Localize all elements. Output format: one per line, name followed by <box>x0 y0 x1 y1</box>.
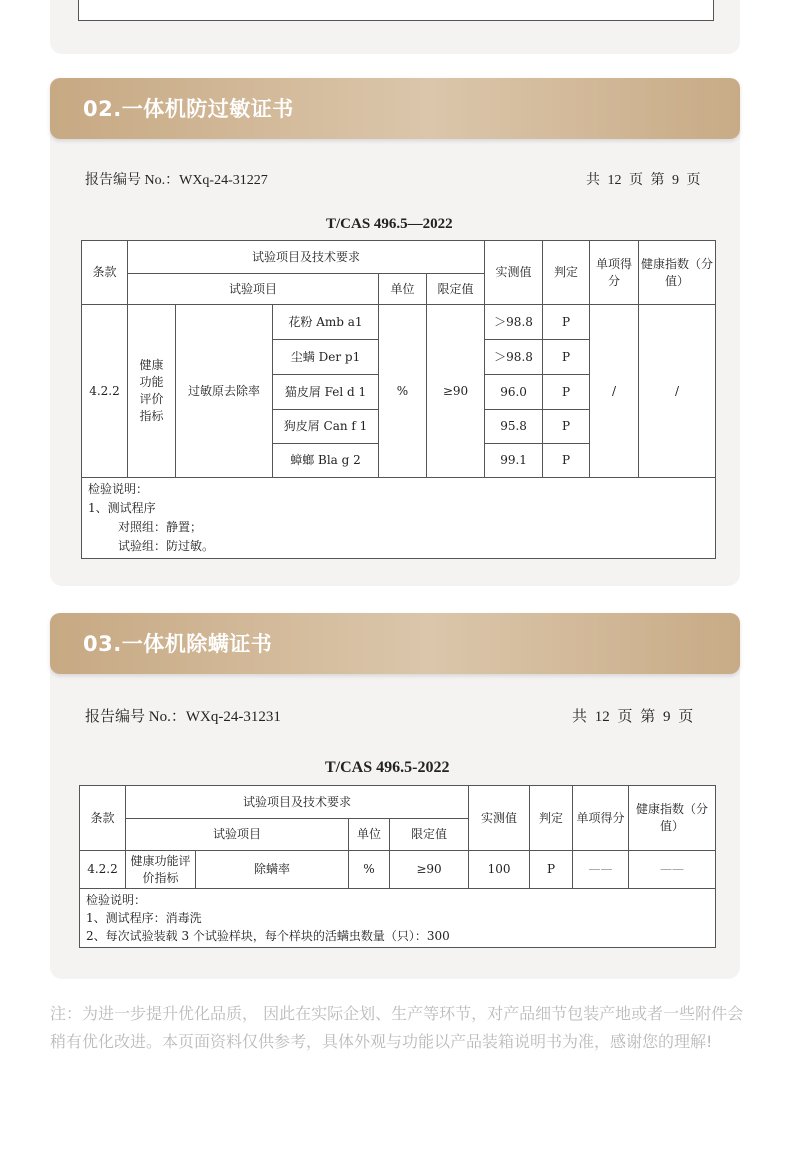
judge-cell: P <box>543 340 590 375</box>
header-measured: 实测值 <box>469 786 530 851</box>
header-items-requirements: 试验项目及技术要求 <box>128 241 485 274</box>
unit-cell: % <box>349 851 390 889</box>
footer-disclaimer: 注：为进一步提升优化品质， 因此在实际企划、生产等环节，对产品细节包装产地或者一些附件会稍有优化改进。本页面资料仅供参考，具体外观与功能以产品装箱说明书为准，感谢您的理解! <box>50 1004 744 1051</box>
notes-line: 1、测试程序 <box>88 501 156 515</box>
health-index-cell: / <box>639 305 716 478</box>
allergen-cell: 猫皮屑 Fel d 1 <box>273 375 379 410</box>
allergen-cell: 尘螨 Der p1 <box>273 340 379 375</box>
category-cell: 健康功能评价指标 <box>126 851 196 889</box>
judge-cell: P <box>543 444 590 478</box>
notes-line: 对照组：静置； <box>118 520 203 534</box>
header-item: 试验项目 <box>126 819 349 851</box>
limit-cell: ≥90 <box>427 305 485 478</box>
section2-banner <box>50 78 740 139</box>
header-single-score: 单项得分 <box>573 786 629 851</box>
judge-cell: P <box>543 375 590 410</box>
unit-cell: % <box>379 305 427 478</box>
header-clause: 条款 <box>82 241 128 305</box>
header-health-index: 健康指数（分值） <box>639 241 716 305</box>
health-index-cell: —— <box>629 851 716 889</box>
section3-cert-table <box>79 785 716 948</box>
previous-table-edge <box>78 0 714 21</box>
header-clause: 条款 <box>80 786 126 851</box>
notes-line: 2、每次试验装载 3 个试验样块，每个样块的活螨虫数量（只）：300 <box>86 929 450 943</box>
header-limit: 限定值 <box>427 274 485 305</box>
item-cell: 除螨率 <box>196 851 349 889</box>
section2-notes <box>82 478 716 559</box>
category-cell: 健康功能评价指标 <box>128 305 176 478</box>
section3-report-number: 报告编号 No.：WXq-24-31231 <box>85 709 281 725</box>
notes-title: 检验说明： <box>88 482 149 496</box>
judge-cell: P <box>543 305 590 340</box>
section2-report-number: 报告编号 No.：WXq-24-31227 <box>85 173 268 188</box>
judge-cell: P <box>543 410 590 444</box>
measured-cell: 100 <box>469 851 530 889</box>
clause-cell: 4.2.2 <box>82 305 128 478</box>
section2-title: 02.一体机防过敏证书 <box>83 97 294 121</box>
previous-section-card <box>50 0 740 54</box>
section2-cert-table <box>81 240 716 559</box>
header-judge: 判定 <box>543 241 590 305</box>
section3-standard: T/CAS 496.5-2022 <box>325 759 450 776</box>
header-limit: 限定值 <box>390 819 469 851</box>
header-health-index: 健康指数（分值） <box>629 786 716 851</box>
section3-notes <box>80 889 716 948</box>
section3-title: 03.一体机除螨证书 <box>83 632 273 656</box>
header-unit: 单位 <box>379 274 427 305</box>
judge-cell: P <box>530 851 573 889</box>
header-single-score: 单项得分 <box>590 241 639 305</box>
allergen-cell: 花粉 Amb a1 <box>273 305 379 340</box>
measured-cell: ＞98.8 <box>485 305 543 340</box>
subcategory-cell: 过敏原去除率 <box>176 305 273 478</box>
header-measured: 实测值 <box>485 241 543 305</box>
notes-line: 1、测试程序：消毒洗 <box>86 911 202 925</box>
section3-banner <box>50 613 740 674</box>
measured-cell: 99.1 <box>485 444 543 478</box>
section2-standard: T/CAS 496.5—2022 <box>326 216 453 232</box>
single-score-cell: —— <box>573 851 629 889</box>
measured-cell: 96.0 <box>485 375 543 410</box>
allergen-cell: 蟑螂 Bla g 2 <box>273 444 379 478</box>
notes-title: 检验说明： <box>86 893 147 907</box>
section3-page-count: 共 12 页 第 9 页 <box>572 709 694 725</box>
clause-cell: 4.2.2 <box>80 851 126 889</box>
section2-page-count: 共 12 页 第 9 页 <box>586 173 701 188</box>
limit-cell: ≥90 <box>390 851 469 889</box>
header-unit: 单位 <box>349 819 390 851</box>
allergen-cell: 狗皮屑 Can f 1 <box>273 410 379 444</box>
notes-line: 试验组：防过敏。 <box>118 539 215 553</box>
header-item: 试验项目 <box>128 274 379 305</box>
header-judge: 判定 <box>530 786 573 851</box>
header-items-requirements: 试验项目及技术要求 <box>126 786 469 819</box>
measured-cell: ＞98.8 <box>485 340 543 375</box>
measured-cell: 95.8 <box>485 410 543 444</box>
single-score-cell: / <box>590 305 639 478</box>
